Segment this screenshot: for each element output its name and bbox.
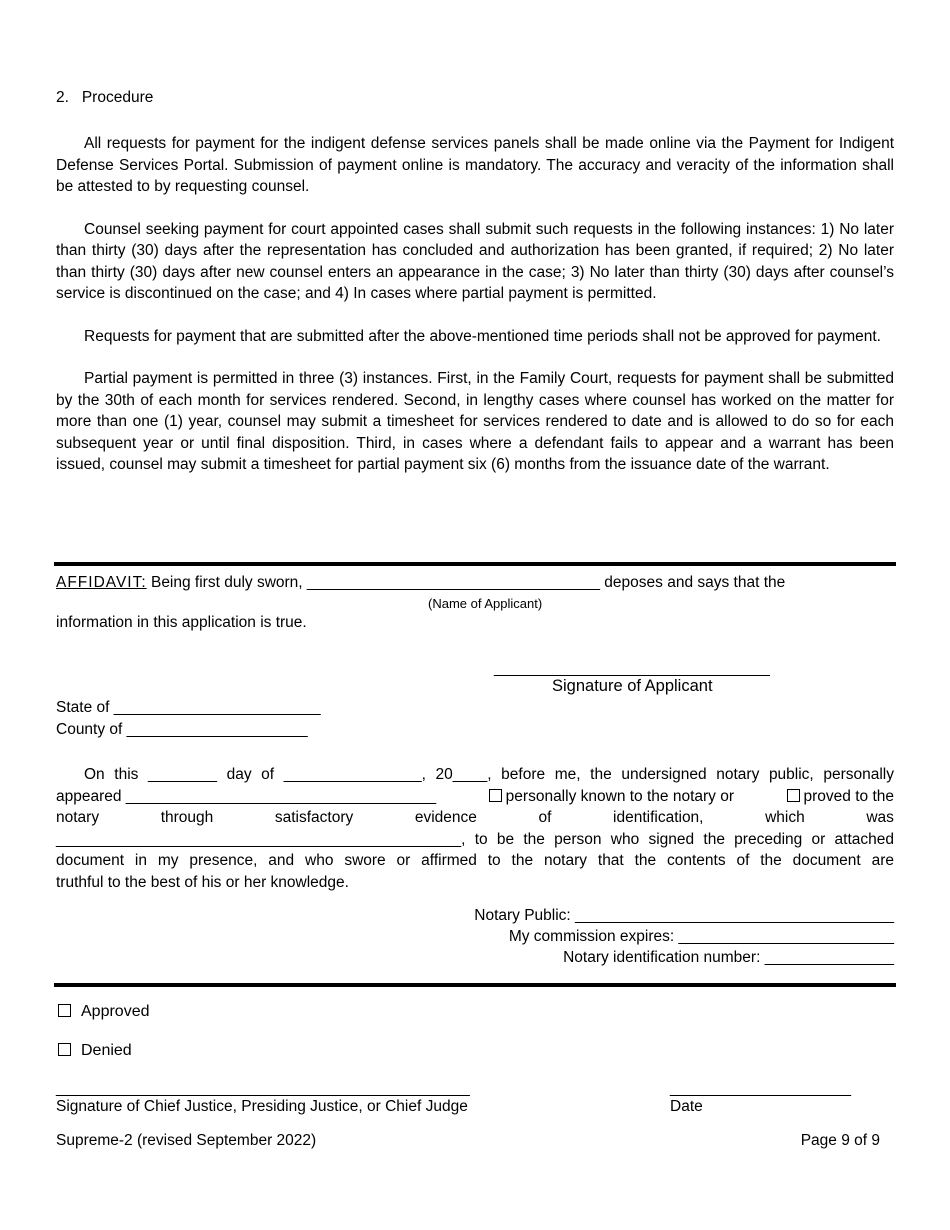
denied-label: Denied bbox=[81, 1042, 132, 1059]
affidavit-text: Being first duly sworn, __________________________________ deposes and says that the bbox=[146, 574, 786, 591]
commission-expires-field[interactable]: My commission expires: _________________________ bbox=[508, 928, 894, 945]
proved-checkbox[interactable] bbox=[787, 789, 800, 802]
notary-line-2 bbox=[56, 786, 894, 808]
word: was bbox=[866, 809, 894, 826]
section-divider-bottom bbox=[54, 983, 896, 987]
affidavit-line bbox=[56, 574, 785, 592]
name-of-applicant-caption: (Name of Applicant) bbox=[428, 596, 543, 611]
paragraph-late-requests: Requests for payment that are submitted after the above-mentioned time periods shall not be approved for payment. bbox=[84, 327, 881, 345]
procedure-body bbox=[56, 133, 894, 476]
word: of bbox=[538, 809, 552, 826]
paragraph-partial-payment: Partial payment is permitted in three (3) instances. First, in the Family Court, requests for payment shall be submitted by the 30th of each month for services rendered. Second, in lengthy cases where counsel has worked on the matter for more than one (1) year, counsel may submit a timesheet for services rendered to date and is allowed to do so for each subsequent year or until final disposition. Third, in cases where a defendant fails to appear and a warrant has been issued, counsel may submit a timesheet for partial payment six (6) months from the issuance date of the warrant. bbox=[56, 370, 894, 473]
appeared-field[interactable]: appeared ____________________________________ bbox=[56, 787, 437, 805]
date-caption: Date bbox=[670, 1098, 703, 1115]
chief-signature-line[interactable]: ________________________________________________ bbox=[56, 1080, 470, 1097]
notary-id-field[interactable]: Notary identification number: _______________ bbox=[563, 949, 894, 966]
affidavit-line-2: information in this application is true. bbox=[56, 614, 307, 631]
paragraph-portal: All requests for payment for the indigent defense services panels shall be made online via the Payment for Indigent Defense Services Portal. Submission of payment online is mandatory. The accuracy and veracity of the information shall be attested to by requesting counsel. bbox=[56, 135, 894, 195]
personally-known-option[interactable]: personally known to the notary or bbox=[489, 786, 734, 808]
notary-line-6: truthful to the best of his or her knowledge. bbox=[56, 873, 349, 891]
notary-line-4: _______________________________________________, to be the person who signed the preceding or attached bbox=[56, 830, 894, 848]
chief-signature-caption: Signature of Chief Justice, Presiding Justice, or Chief Judge bbox=[56, 1098, 468, 1115]
approved-label: Approved bbox=[81, 1003, 150, 1020]
word: evidence bbox=[414, 809, 477, 826]
word: satisfactory bbox=[274, 809, 354, 826]
denied-checkbox[interactable] bbox=[58, 1043, 71, 1056]
notary-line-5: document in my presence, and who swore or affirmed to the notary that the contents of the document are bbox=[56, 852, 894, 869]
paragraph-instances: Counsel seeking payment for court appointed cases shall submit such requests in the following instances: 1) No later than thirty (30) days after the representation has concluded and authorization has been granted, if required; 2) No later than thirty (30) days after new counsel enters an appearance in the case; 3) No later than thirty (30) days after counsel’s service is discontinued on the case; and 4) In cases where partial payment is permitted. bbox=[56, 220, 894, 302]
word: through bbox=[160, 809, 214, 826]
notary-line-3 bbox=[56, 807, 894, 829]
page-number: Page 9 of 9 bbox=[800, 1132, 880, 1149]
word: identification, bbox=[613, 809, 704, 826]
applicant-signature-caption: Signature of Applicant bbox=[552, 677, 713, 695]
word: notary bbox=[56, 809, 100, 826]
approved-checkbox[interactable] bbox=[58, 1004, 71, 1017]
proved-option[interactable]: proved to the bbox=[787, 786, 894, 808]
notary-statement bbox=[56, 764, 894, 893]
affidavit-label: AFFIDAVIT: bbox=[56, 574, 147, 591]
section-divider-top bbox=[54, 562, 896, 566]
personally-known-checkbox[interactable] bbox=[489, 789, 502, 802]
notary-line-1: On this ________ day of ________________, 20____, before me, the undersigned notary public, personally bbox=[84, 766, 894, 783]
approved-option[interactable] bbox=[58, 1003, 150, 1021]
county-field[interactable]: County of _____________________ bbox=[56, 721, 308, 738]
section-heading: 2. Procedure bbox=[56, 89, 154, 106]
denied-option[interactable] bbox=[58, 1042, 132, 1060]
state-field[interactable]: State of ________________________ bbox=[56, 699, 321, 716]
word: which bbox=[765, 809, 805, 826]
notary-public-field[interactable]: Notary Public: _____________________________________ bbox=[474, 907, 894, 924]
date-line[interactable]: _____________________ bbox=[670, 1080, 852, 1097]
form-id: Supreme-2 (revised September 2022) bbox=[56, 1132, 317, 1149]
applicant-signature-line[interactable]: ________________________________ bbox=[494, 660, 770, 677]
